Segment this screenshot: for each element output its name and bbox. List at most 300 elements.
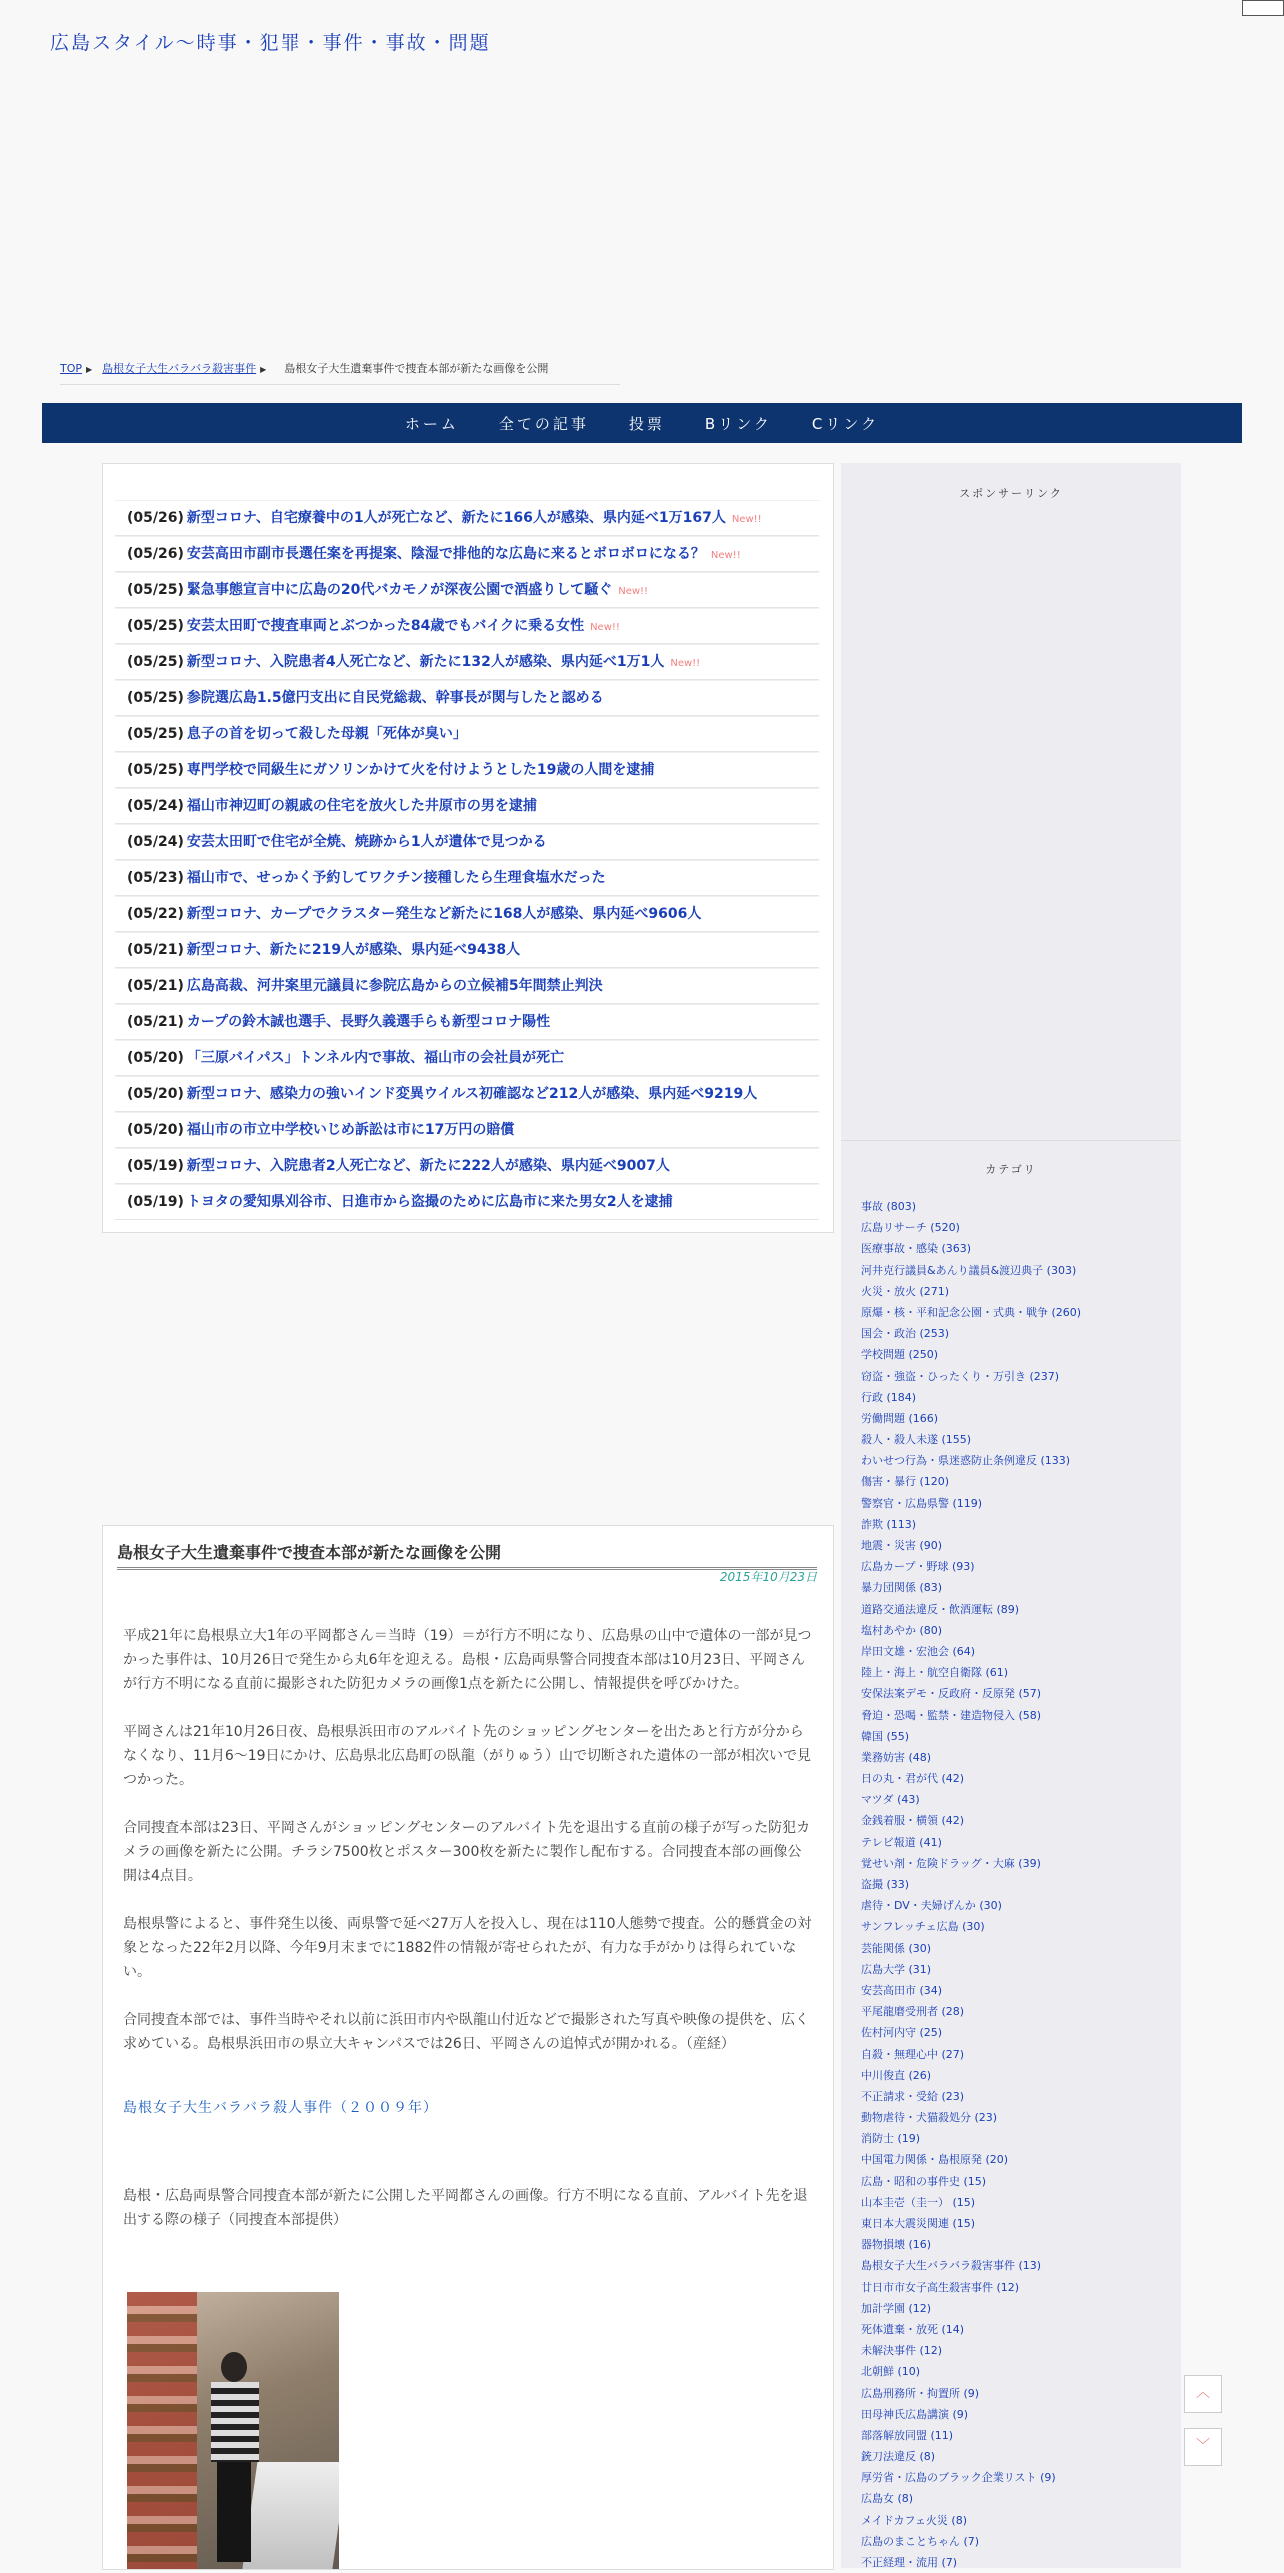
category-count: (250): [908, 1348, 939, 1362]
category-count: (119): [952, 1496, 983, 1510]
category-count: (11): [930, 2428, 954, 2442]
category-link[interactable]: 行政: [861, 1390, 883, 1404]
news-link[interactable]: 新型コロナ、新たに219人が感染、県内延べ9438人: [186, 942, 521, 958]
category-count: (8): [897, 2492, 914, 2506]
category-item: [861, 1217, 1176, 1238]
photo-person-head: [221, 2352, 247, 2382]
category-count: (113): [886, 1517, 917, 1531]
scroll-up-button[interactable]: ︿: [1184, 2375, 1222, 2413]
category-count: (363): [941, 1242, 972, 1256]
article-paragraph: 平成21年に島根県立大1年の平岡都さん＝当時（19）＝が行方不明になり、広島県の山中で遺体の一部が見つかった事件は、10月26日で発生から丸6年を迎える。島根・広島両県警合同捜査本部は10月23日、平岡さんが行方不明になる直前に撮影された防犯カメラの画像1点を新たに公開し、情報提供を呼びかけた。: [123, 1628, 812, 1692]
category-link[interactable]: 地震・災害: [861, 1539, 916, 1552]
category-item: [861, 1535, 1176, 1556]
category-count: (271): [919, 1284, 950, 1298]
photo-shelf: [127, 2292, 197, 2570]
category-count: (12): [908, 2301, 932, 2315]
category-count: (155): [941, 1433, 972, 1447]
category-item: [861, 2361, 1176, 2382]
category-item: [861, 2149, 1176, 2170]
news-item: [115, 716, 819, 752]
category-link[interactable]: 広島刑務所・拘置所: [861, 2386, 960, 2400]
news-item: [115, 932, 819, 968]
category-link[interactable]: 不正経理・流用: [861, 2556, 938, 2569]
category-item: [861, 1429, 1176, 1450]
category-item: [861, 1450, 1176, 1471]
category-item: [861, 2298, 1176, 2319]
category-count: (39): [1018, 1856, 1041, 1870]
category-item: [861, 1556, 1176, 1577]
article-body: [123, 1624, 813, 2256]
news-date: (05/25): [127, 762, 184, 778]
category-count: (15): [952, 2217, 976, 2230]
news-link[interactable]: 新型コロナ、カープでクラスター発生など新たに168人が感染、県内延べ9606人: [186, 906, 702, 922]
category-link[interactable]: 道路交通法違反・飲酒運転: [861, 1602, 993, 1616]
new-badge: New!!: [618, 586, 649, 597]
category-list: [861, 1196, 1176, 2573]
category-count: (303): [1046, 1263, 1077, 1277]
category-link[interactable]: 厚労省・広島のブラック企業リスト: [861, 2471, 1037, 2485]
category-link[interactable]: 業務妨害: [861, 1750, 905, 1764]
news-date: (05/25): [127, 654, 184, 670]
category-item: [861, 2171, 1176, 2192]
category-link[interactable]: 中国電力関係・島根原発: [861, 2153, 982, 2167]
category-item: [861, 2001, 1176, 2022]
category-item: [861, 2425, 1176, 2446]
news-date: (05/22): [127, 906, 184, 922]
category-item: [861, 1726, 1176, 1747]
category-count: (23): [974, 2111, 998, 2125]
category-link[interactable]: 詐欺: [861, 1517, 883, 1531]
category-link[interactable]: 医療事故・感染: [861, 1242, 938, 1256]
category-count: (48): [908, 1750, 932, 1764]
category-link[interactable]: 事故: [861, 1200, 883, 1213]
scroll-down-button[interactable]: ﹀: [1184, 2428, 1222, 2466]
category-item: [861, 1493, 1176, 1514]
category-link[interactable]: 労働問題: [861, 1411, 905, 1425]
category-count: (28): [941, 2005, 965, 2019]
category-count: (13): [1018, 2259, 1042, 2273]
category-count: (184): [886, 1390, 917, 1404]
category-item: [861, 1874, 1176, 1895]
news-date: (05/25): [127, 618, 184, 634]
category-item: [861, 1387, 1176, 1408]
category-item: [861, 1853, 1176, 1874]
category-link[interactable]: サンフレッチェ広島: [861, 1920, 959, 1934]
category-link[interactable]: 傷害・暴行: [861, 1475, 916, 1489]
category-item: [861, 1577, 1176, 1598]
category-link[interactable]: 山本圭壱（圭一）: [861, 2195, 949, 2209]
category-item: [861, 2446, 1176, 2467]
category-count: (30): [908, 1941, 932, 1955]
news-item: [115, 1004, 819, 1040]
category-count: (12): [996, 2280, 1020, 2294]
category-item: [861, 1747, 1176, 1768]
category-item: [861, 1895, 1176, 1916]
category-item: [861, 1789, 1176, 1810]
news-date: (05/19): [127, 1158, 184, 1174]
news-item: [115, 572, 819, 608]
category-count: (26): [908, 2068, 932, 2082]
category-item: [861, 2022, 1176, 2043]
category-link[interactable]: 自殺・無理心中: [861, 2047, 938, 2061]
category-link[interactable]: 廿日市市女子高生殺害事件: [861, 2280, 993, 2294]
category-item: [861, 1980, 1176, 2001]
category-link[interactable]: 部落解放同盟: [861, 2428, 927, 2442]
category-item: [861, 2044, 1176, 2065]
category-count: (89): [996, 1602, 1020, 1616]
category-link[interactable]: 陸上・海上・航空自衛隊: [861, 1666, 982, 1680]
category-item: [861, 1281, 1176, 1302]
category-count: (83): [919, 1581, 943, 1595]
category-item: [861, 1366, 1176, 1387]
category-title: カテゴリ: [985, 1163, 1037, 1176]
category-link[interactable]: 佐村河内守: [861, 2026, 916, 2040]
category-count: (61): [985, 1666, 1009, 1680]
category-link[interactable]: 火災・放火: [861, 1284, 916, 1298]
category-count: (27): [941, 2047, 965, 2061]
category-item: [861, 1662, 1176, 1683]
category-link[interactable]: 虐待・DV・夫婦げんか: [861, 1899, 976, 1913]
category-link[interactable]: 不正請求・受給: [861, 2089, 938, 2103]
news-item: [115, 536, 819, 572]
category-item: [861, 2531, 1176, 2552]
chevron-right-icon: ▶: [260, 365, 267, 374]
category-item: [861, 1620, 1176, 1641]
category-link[interactable]: 覚せい剤・危険ドラッグ・大麻: [861, 1856, 1015, 1870]
category-count: (58): [1018, 1708, 1042, 1722]
nav-vote[interactable]: 投票: [628, 414, 665, 433]
recent-news-list: [115, 500, 819, 1220]
category-count: (15): [952, 2195, 976, 2209]
category-link[interactable]: 殺人・殺人未遂: [861, 1433, 938, 1447]
article-paragraph: 平岡さんは21年10月26日夜、島根県浜田市のアルバイト先のショッピングセンターを出たあと行方が分からなくなり、11月6～19日にかけ、広島県北広島町の臥龍（がりゅう）山で切断された遺体の一部が相次いで見つかった。: [123, 1724, 811, 1788]
chevron-right-icon: ▶: [86, 365, 93, 374]
category-count: (80): [919, 1623, 943, 1637]
category-count: (23): [941, 2089, 965, 2103]
category-count: (42): [941, 1814, 965, 1828]
category-count: (43): [897, 1793, 920, 1807]
category-link[interactable]: 動物虐待・犬猫殺処分: [861, 2111, 971, 2125]
category-count: (31): [908, 1962, 932, 1976]
category-count: (166): [908, 1411, 939, 1425]
news-link[interactable]: トヨタの愛知県刈谷市、日進市から盗撮のために広島市に来た男女2人を逮捕: [186, 1194, 673, 1210]
category-item: [861, 1810, 1176, 1831]
category-item: [861, 2065, 1176, 2086]
category-link[interactable]: 広島・昭和の事件史: [861, 2174, 960, 2188]
category-item: [861, 1938, 1176, 1959]
news-link[interactable]: 安芸太田町で住宅が全焼、焼跡から1人が遺体で見つかる: [186, 834, 547, 850]
news-item: [115, 1112, 819, 1148]
category-item: [861, 1514, 1176, 1535]
breadcrumb-current: 島根女子大生遺棄事件で捜査本部が新たな画像を公開: [284, 362, 549, 375]
news-item: [115, 968, 819, 1004]
news-date: (05/26): [127, 546, 184, 562]
category-count: (30): [962, 1920, 985, 1934]
category-link[interactable]: 岸田文雄・宏池会: [861, 1644, 949, 1658]
category-item: [861, 2086, 1176, 2107]
nav-b-link[interactable]: Bリンク: [704, 414, 772, 433]
menu-toggle-box[interactable]: [1242, 0, 1284, 16]
category-item: [861, 1260, 1176, 1281]
news-link[interactable]: 専門学校で同級生にガソリンかけて火を付けようとした19歳の人間を逮捕: [186, 762, 655, 778]
category-item: [861, 1705, 1176, 1726]
recent-news-box: [102, 463, 834, 1233]
news-link[interactable]: 新型コロナ、感染力の強いインド変異ウイルス初確認など212人が感染、県内延べ9219人: [186, 1086, 758, 1102]
category-link[interactable]: 加計学園: [861, 2301, 905, 2315]
category-count: (90): [919, 1539, 943, 1552]
related-article-link[interactable]: 島根女子大生バラバラ殺人事件（２００９年）: [123, 2100, 438, 2116]
category-link[interactable]: 器物損壊: [861, 2238, 905, 2252]
category-link[interactable]: 塩村あやか: [861, 1623, 916, 1637]
sidebar-divider: [841, 1140, 1181, 1141]
category-item: [861, 2255, 1176, 2276]
article: [102, 1525, 834, 2570]
category-link[interactable]: 窃盗・強盗・ひったくり・万引き: [861, 1369, 1026, 1383]
category-count: (9): [952, 2407, 969, 2421]
category-link[interactable]: 銃刀法違反: [861, 2450, 916, 2464]
category-link[interactable]: 原爆・核・平和記念公園・式典・戦争: [861, 1305, 1048, 1319]
news-date: (05/20): [127, 1122, 184, 1138]
category-item: [861, 1302, 1176, 1323]
news-link[interactable]: 福山市の市立中学校いじめ訴訟は市に17万円の賠償: [186, 1122, 515, 1138]
sidebar: [841, 463, 1181, 2568]
category-link[interactable]: テレビ報道: [861, 1835, 916, 1849]
category-item: [861, 1238, 1176, 1259]
category-link[interactable]: 暴力団関係: [861, 1581, 916, 1595]
category-link[interactable]: わいせつ行為・県迷惑防止条例違反: [861, 1454, 1037, 1468]
category-link[interactable]: 死体遺棄・放死: [861, 2322, 938, 2336]
category-count: (8): [951, 2513, 967, 2527]
category-count: (42): [941, 1772, 965, 1786]
news-date: (05/25): [127, 582, 184, 598]
category-item: [861, 1683, 1176, 1704]
news-link[interactable]: 新型コロナ、自宅療養中の1人が死亡など、新たに166人が感染、県内延べ1万167人: [186, 510, 726, 526]
category-item: [861, 2234, 1176, 2255]
category-link[interactable]: 金銭着服・横領: [861, 1814, 938, 1828]
article-title: 島根女子大生遺棄事件で捜査本部が新たな画像を公開: [117, 1540, 817, 1570]
category-item: [861, 2488, 1176, 2509]
category-link[interactable]: 広島大学: [861, 1962, 905, 1976]
article-date: 2015年10月23日: [719, 1570, 817, 1584]
category-link[interactable]: 日の丸・君が代: [861, 1772, 938, 1786]
category-item: [861, 1768, 1176, 1789]
category-item: [861, 2552, 1176, 2573]
news-item: [115, 1040, 819, 1076]
category-count: (133): [1040, 1454, 1071, 1468]
category-item: [861, 2192, 1176, 2213]
category-count: (520): [930, 1221, 960, 1235]
category-item: [861, 2107, 1176, 2128]
category-count: (803): [886, 1200, 917, 1213]
category-count: (237): [1029, 1369, 1060, 1383]
category-link[interactable]: 安保法案デモ・反政府・反原発: [861, 1687, 1015, 1701]
category-link[interactable]: 広島のまことちゃん: [861, 2534, 960, 2548]
category-link[interactable]: 島根女子大生バラバラ殺害事件: [861, 2259, 1015, 2273]
category-item: [861, 1916, 1176, 1937]
article-paragraph: 合同捜査本部では、事件当時やそれ以前に浜田市内や臥龍山付近などで撮影された写真や映像の提供を、広く求めている。島根県浜田市の県立大キャンパスでは26日、平岡さんの追悼式が開かれる。（産経）: [123, 2012, 809, 2052]
photo-person-legs: [217, 2462, 251, 2562]
breadcrumb: [60, 360, 620, 385]
category-link[interactable]: 広島カープ・野球: [861, 1560, 949, 1574]
category-link[interactable]: 平尾龍磨受刑者: [861, 2005, 938, 2019]
category-item: [861, 1323, 1176, 1344]
category-link[interactable]: 安芸高田市: [861, 1983, 916, 1997]
news-link[interactable]: 福山市神辺町の親戚の住宅を放火した井原市の男を逮捕: [186, 798, 537, 814]
news-date: (05/24): [127, 834, 184, 850]
news-item: [115, 896, 819, 932]
category-count: (9): [963, 2386, 980, 2400]
category-count: (10): [897, 2365, 921, 2379]
news-link[interactable]: 安芸高田市副市長選任案を再提案、陰湿で排他的な広島に来るとボロボロになる？: [186, 546, 705, 562]
news-item: [115, 788, 819, 824]
category-count: (30): [979, 1899, 1002, 1913]
news-item: [115, 500, 819, 536]
news-link[interactable]: カープの鈴木誠也選手、長野久義選手らも新型コロナ陽性: [186, 1014, 551, 1030]
category-count: (16): [908, 2238, 932, 2252]
category-count: (55): [886, 1729, 910, 1743]
category-item: [861, 2467, 1176, 2488]
new-badge: New!!: [710, 550, 741, 561]
news-item: [115, 680, 819, 716]
article-paragraph: 島根県警によると、事件発生以後、両県警で延べ27万人を投入し、現在は110人態勢で捜査。公的懸賞金の対象となった22年2月以降、今年9月末までに1882件の情報が寄せられたが、有力な手がかりは得られていない。: [123, 1916, 812, 1980]
category-link[interactable]: メイドカフェ火災: [861, 2513, 948, 2527]
category-link[interactable]: 河井克行議員&あんり議員&渡辺典子: [861, 1263, 1044, 1277]
category-link[interactable]: マツダ: [861, 1793, 894, 1807]
category-count: (34): [919, 1983, 943, 1997]
new-badge: New!!: [670, 658, 701, 669]
news-link[interactable]: 広島高裁、河井案里元議員に参院広島からの立候補5年間禁止判決: [186, 978, 603, 994]
news-item: [115, 1076, 819, 1112]
category-link[interactable]: 北朝鮮: [861, 2365, 894, 2379]
news-item: [115, 752, 819, 788]
news-link[interactable]: 安芸太田町で捜査車両とぶつかった84歳でもバイクに乗る女性: [186, 618, 585, 634]
nav-c-link[interactable]: Cリンク: [811, 414, 880, 433]
news-link[interactable]: 「三原バイパス」トンネル内で事故、福山市の会社員が死亡: [186, 1050, 565, 1066]
news-date: (05/21): [127, 942, 184, 958]
category-item: [861, 1599, 1176, 1620]
news-date: (05/26): [127, 510, 184, 526]
category-item: [861, 1959, 1176, 1980]
sponsor-title: スポンサーリンク: [959, 487, 1063, 500]
category-count: (33): [886, 1878, 910, 1891]
category-item: [861, 2383, 1176, 2404]
news-date: (05/24): [127, 798, 184, 814]
category-link[interactable]: 東日本大震災関連: [861, 2217, 949, 2230]
category-count: (19): [897, 2132, 921, 2146]
category-link[interactable]: 芸能関係: [861, 1941, 905, 1955]
news-date: (05/21): [127, 1014, 184, 1030]
photo-person: [205, 2352, 265, 2562]
news-link[interactable]: 息子の首を切って殺した母親「死体が臭い」: [186, 726, 467, 742]
category-link[interactable]: 広島リサーチ: [861, 1221, 927, 1235]
category-count: (253): [919, 1327, 950, 1341]
category-link[interactable]: 警察官・広島県警: [861, 1496, 949, 1510]
category-link[interactable]: 田母神氏広島講演: [861, 2407, 949, 2421]
global-nav: [42, 403, 1242, 443]
news-item: [115, 1148, 819, 1184]
news-link[interactable]: 緊急事態宣言中に広島の20代バカモノが深夜公園で酒盛りして騒ぐ: [186, 582, 613, 598]
category-item: [861, 2510, 1176, 2531]
category-count: (12): [919, 2344, 943, 2358]
category-item: [861, 2213, 1176, 2234]
category-count: (260): [1051, 1305, 1082, 1319]
category-link[interactable]: 学校問題: [861, 1348, 905, 1362]
category-count: (8): [919, 2450, 936, 2464]
category-link[interactable]: 韓国: [861, 1729, 883, 1743]
photo-person-torso: [211, 2382, 259, 2462]
nav-home[interactable]: ホーム: [404, 414, 459, 433]
photo-caption: 島根・広島両県警合同捜査本部が新たに公開した平岡都さんの画像。行方不明になる直前、アルバイト先を退出する際の様子（同捜査本部提供）: [123, 2188, 808, 2228]
category-item: [861, 1196, 1176, 1217]
news-date: (05/20): [127, 1050, 184, 1066]
category-count: (15): [963, 2174, 987, 2188]
nav-all-articles[interactable]: 全ての記事: [498, 414, 589, 433]
category-item: [861, 2404, 1176, 2425]
category-link[interactable]: 盗撮: [861, 1878, 883, 1891]
category-link[interactable]: 中川俊直: [861, 2068, 905, 2082]
category-link[interactable]: 消防士: [861, 2132, 894, 2146]
news-date: (05/19): [127, 1194, 184, 1210]
category-item: [861, 1408, 1176, 1429]
category-item: [861, 1641, 1176, 1662]
category-item: [861, 2340, 1176, 2361]
category-item: [861, 1471, 1176, 1492]
news-date: (05/23): [127, 870, 184, 886]
news-item: [115, 608, 819, 644]
news-link[interactable]: 参院選広島1.5億円支出に自民党総裁、幹事長が関与したと認める: [186, 690, 604, 706]
category-item: [861, 2277, 1176, 2298]
category-count: (7): [963, 2534, 980, 2548]
new-badge: New!!: [731, 514, 762, 525]
news-item: [115, 860, 819, 896]
news-item: [115, 644, 819, 680]
news-item: [115, 1184, 819, 1220]
news-date: (05/21): [127, 978, 184, 994]
category-count: (120): [919, 1475, 950, 1489]
category-item: [861, 1344, 1176, 1365]
category-link[interactable]: 未解決事件: [861, 2344, 916, 2358]
news-date: (05/20): [127, 1086, 184, 1102]
cctv-photo: [127, 2292, 339, 2570]
category-count: (9): [1040, 2471, 1056, 2485]
category-count: (20): [985, 2153, 1009, 2167]
category-count: (64): [952, 1644, 976, 1658]
category-count: (57): [1018, 1687, 1042, 1701]
category-count: (25): [919, 2026, 943, 2040]
category-item: [861, 2128, 1176, 2149]
category-count: (7): [941, 2556, 958, 2569]
article-paragraph: 合同捜査本部は23日、平岡さんがショッピングセンターのアルバイト先を退出する直前の様子が写った防犯カメラの画像を新たに公開。チラシ7500枚とポスター300枚を新たに製作し配布する。合同捜査本部の画像公開は4点目。: [123, 1820, 811, 1884]
news-item: [115, 824, 819, 860]
site-title[interactable]: 広島スタイル～時事・犯罪・事件・事故・問題: [50, 32, 491, 54]
category-link[interactable]: 脅迫・恐喝・監禁・建造物侵入: [861, 1708, 1015, 1722]
category-link[interactable]: 国会・政治: [861, 1327, 916, 1341]
category-link[interactable]: 広島女: [861, 2492, 894, 2506]
category-item: [861, 1832, 1176, 1853]
news-date: (05/25): [127, 726, 184, 742]
news-date: (05/25): [127, 690, 184, 706]
category-count: (14): [941, 2322, 965, 2336]
news-link[interactable]: 新型コロナ、入院患者4人死亡など、新たに132人が感染、県内延べ1万1人: [186, 654, 665, 670]
category-count: (93): [951, 1560, 975, 1574]
category-item: [861, 2319, 1176, 2340]
new-badge: New!!: [590, 622, 620, 633]
news-link[interactable]: 福山市で、せっかく予約してワクチン接種したら生理食塩水だった: [186, 870, 606, 886]
news-link[interactable]: 新型コロナ、入院患者2人死亡など、新たに222人が感染、県内延べ9007人: [186, 1158, 670, 1174]
breadcrumb-category-link[interactable]: 島根女子大生バラバラ殺害事件: [102, 362, 257, 375]
breadcrumb-top-link[interactable]: TOP: [60, 362, 83, 375]
category-count: (41): [919, 1835, 942, 1849]
